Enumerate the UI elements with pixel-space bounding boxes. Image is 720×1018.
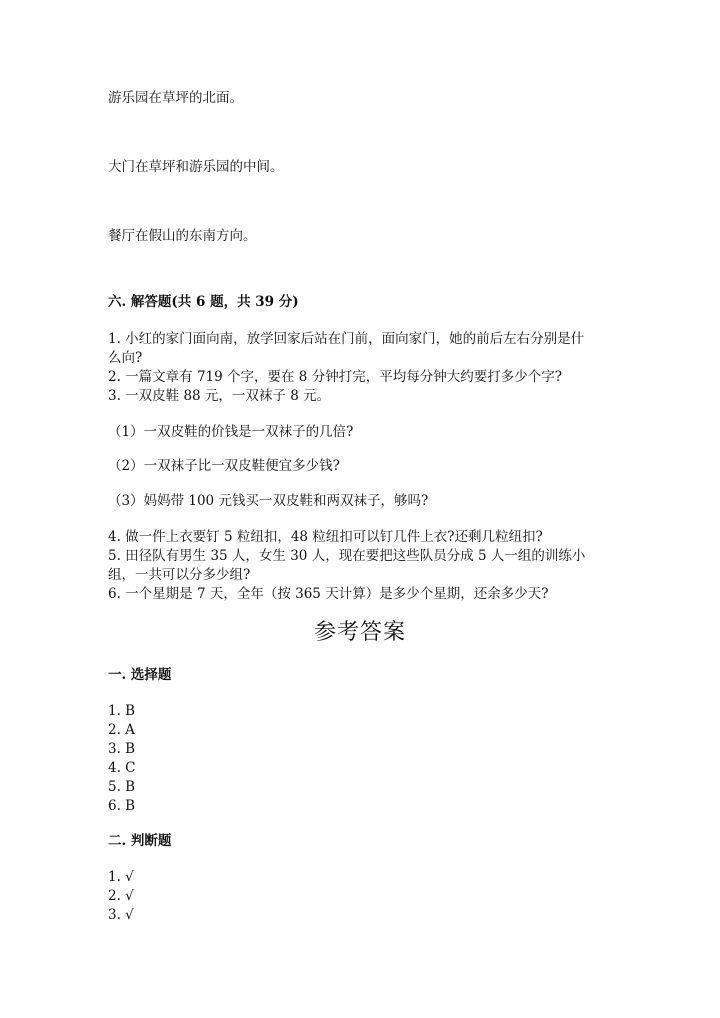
question-3-part-1: （1）一双皮鞋的价钱是一双袜子的几倍?: [108, 424, 354, 440]
question-3: 3. 一双皮鞋 88 元，一双袜子 8 元。: [108, 388, 331, 404]
question-6: 6. 一个星期是 7 天，全年（按 365 天计算）是多少个星期，还余多少天?: [108, 586, 549, 602]
answer-item: 3. √: [108, 907, 134, 923]
answer-item: 6. B: [108, 798, 136, 814]
section-6-heading: 六. 解答题(共 6 题，共 39 分): [108, 294, 299, 310]
answer-item: 1. B: [108, 703, 136, 719]
question-3-part-3: （3）妈妈带 100 元钱买一双皮鞋和两双袜子，够吗?: [108, 493, 429, 509]
statement-amusement-park: 游乐园在草坪的北面。: [108, 90, 243, 106]
question-4: 4. 做一件上衣要钉 5 粒纽扣，48 粒纽扣可以钉几件上衣?还剩几粒纽扣?: [108, 529, 543, 545]
answer-item: 2. √: [108, 888, 134, 904]
answers-section-1-heading: 一. 选择题: [108, 667, 172, 683]
answers-section-2-heading: 二. 判断题: [108, 833, 172, 849]
question-3-part-2: （2）一双袜子比一双皮鞋便宜多少钱?: [108, 458, 340, 474]
question-5: 5. 田径队有男生 35 人，女生 30 人，现在要把这些队员分成 5 人一组的训练小组，一共可以分多少组?: [108, 548, 586, 583]
answer-item: 4. C: [108, 760, 136, 776]
question-2: 2. 一篇文章有 719 个字，要在 8 分钟打完，平均每分钟大约要打多少个字?: [108, 369, 562, 385]
statement-gate: 大门在草坪和游乐园的中间。: [108, 159, 284, 175]
answer-item: 3. B: [108, 741, 136, 757]
answer-item: 5. B: [108, 779, 136, 795]
answer-item: 2. A: [108, 722, 135, 738]
statement-restaurant: 餐厅在假山的东南方向。: [108, 228, 257, 244]
answer-item: 1. √: [108, 869, 134, 885]
question-1: 1. 小红的家门面向南，放学回家后站在门前，面向家门，她的前后左右分别是什么向?: [108, 331, 585, 366]
answers-title: 参考答案: [313, 620, 406, 645]
